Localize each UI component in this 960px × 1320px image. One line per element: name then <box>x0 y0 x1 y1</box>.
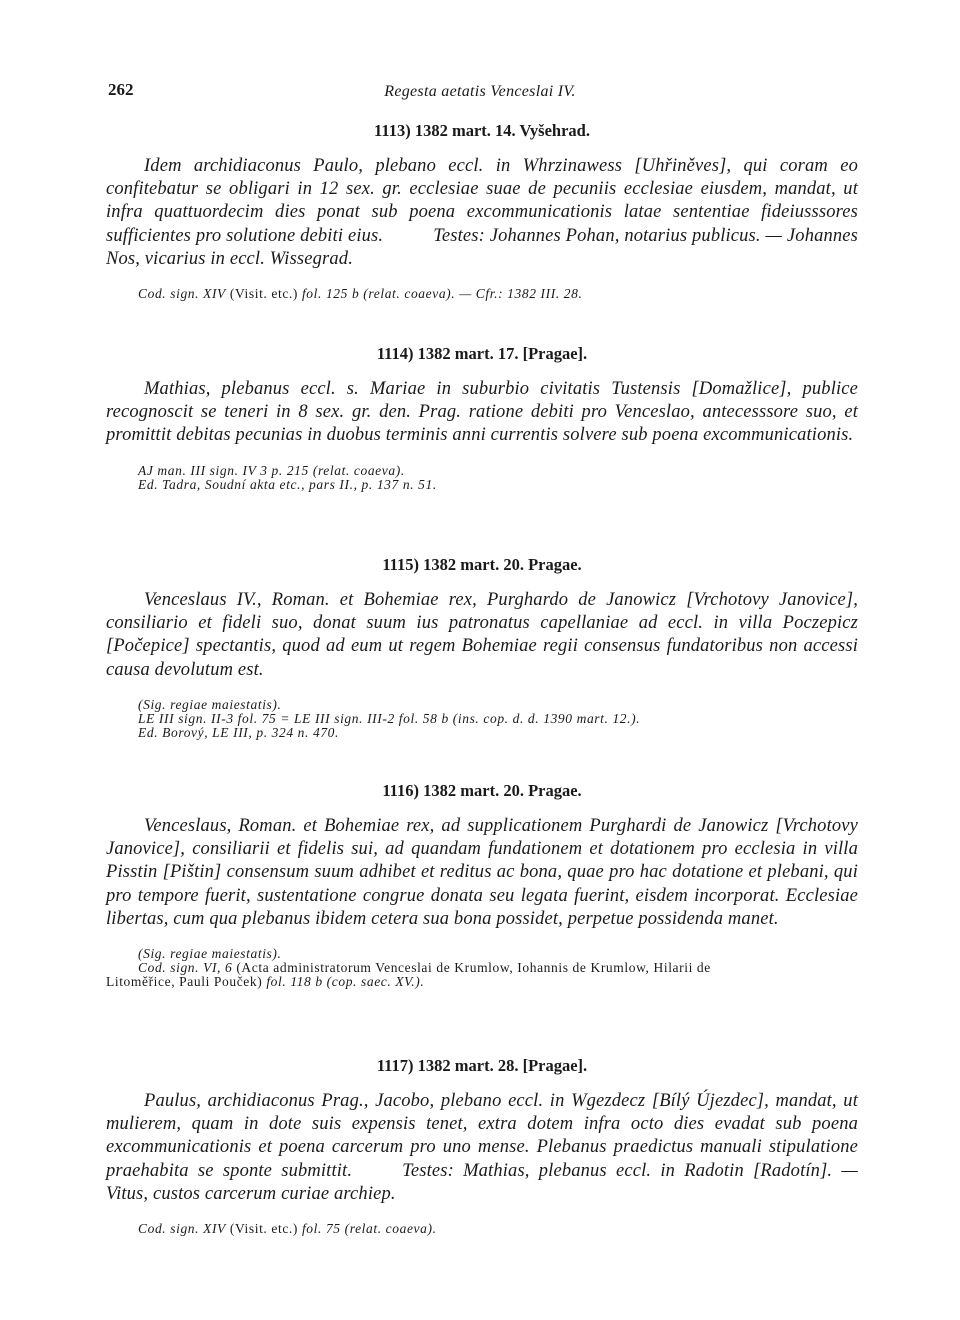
note-line: Litoměřice, Pauli Pouček) fol. 118 b (cop. saec. XV.). <box>106 974 425 990</box>
entry-witnesses: Testes: Johannes Pohan, notarius publicus. — Johannes Nos, vicarius in eccl. Wissegrad. <box>106 225 859 269</box>
entry-notes <box>106 947 858 989</box>
entry-text <box>106 1090 858 1206</box>
entry-heading <box>106 343 858 365</box>
entry-notes <box>106 1222 858 1236</box>
entry-place: Pragae. <box>528 555 582 574</box>
entry-notes <box>106 464 858 492</box>
entry-heading <box>106 120 858 142</box>
entry-number: 1115) <box>382 555 419 574</box>
entry-place: [Pragae]. <box>522 1056 588 1075</box>
note-line: Cod. sign. XIV (Visit. etc.) fol. 75 (relat. coaeva). <box>138 1221 437 1237</box>
entry-place: Pragae. <box>528 781 582 800</box>
note-line: Ed. Tadra, Soudní akta etc., pars II., p. 137 n. 51. <box>138 476 437 492</box>
note-line: LE III sign. II-3 fol. 75 = LE III sign. III-2 fol. 58 b (ins. cop. d. d. 1390 mart. 12.). <box>138 710 641 726</box>
entry-heading <box>106 554 858 576</box>
entry-text <box>106 155 858 271</box>
note-line: (Sig. regiae maiestatis). <box>138 946 282 962</box>
regest-entry-1116 <box>106 780 858 989</box>
entry-date: 1382 mart. 20. <box>423 555 524 574</box>
entry-place: [Pragae]. <box>522 344 588 363</box>
regest-entry-1113 <box>106 120 858 301</box>
entry-text: Venceslaus IV., Roman. et Bohemiae rex, Purghardo de Janowicz [Vrchotovy Janovice], consiliario et fideli suo, donat suum ius patronatus capellaniae ad eccl. in villa Poczepicz [Počepice] spectantis, quod ad eum ut regem Bohemiae regii consensus fundatoribus non accessi causa devolutum est. <box>106 590 858 680</box>
entry-notes <box>106 287 858 301</box>
entry-date: 1382 mart. 28. <box>417 1056 519 1075</box>
regest-entry-1114 <box>106 343 858 492</box>
entry-number: 1113) <box>374 121 411 140</box>
running-title: Regesta aetatis Venceslai IV. <box>384 83 576 100</box>
entry-number: 1114) <box>376 344 414 363</box>
entry-heading <box>106 780 858 802</box>
entry-number: 1116) <box>382 781 419 800</box>
note-line: Cod. sign. VI, 6 (Acta administratorum Venceslai de Krumlow, Iohannis de Krumlow, Hilarii de <box>138 960 711 976</box>
note-line: Ed. Borový, LE III, p. 324 n. 470. <box>138 724 339 740</box>
entry-notes <box>106 698 858 740</box>
regest-entry-1115 <box>106 554 858 740</box>
entry-heading <box>106 1055 858 1077</box>
entry-text: Venceslaus, Roman. et Bohemiae rex, ad supplicationem Purghardi de Janowicz [Vrchotovy Janovice], consiliarii et fidelis sui, ad quandam fundationem et dotationem pro ecclesia in villa Pisstin [Pištin] consensum suum adhibet et reditus ac bona, quae pro hac dotatione et plebani, qui pro tempore fuerit, sustentatione congrue donata seu legata fuerint, eisdem incorporat. Ecclesiae libertas, cum qua plebanus ibidem cetera sua bona possidet, perpetue possidenda manet. <box>106 816 858 929</box>
entry-text-main: Paulus, archidiaconus Prag., Jacobo, plebano eccl. in Wgezdecz [Bílý Újezdec], mandat, ut mulierem, quam in dote suis expensis tenet, extra dotem infra octo dies evadat sub poena excommunicationis et poena carcerum pro uno mense. Plebanus praedictus manuali stipulatione praehabita se sponte submittit. <box>106 1091 858 1181</box>
entry-number: 1117) <box>376 1056 414 1075</box>
page-number: 262 <box>108 80 134 99</box>
entry-witnesses: Testes: Mathias, plebanus eccl. in Radotin [Radotín]. — Vitus, custos carcerum curiae archiep. <box>106 1160 859 1204</box>
note-line: (Sig. regiae maiestatis). <box>138 696 282 712</box>
entry-text-main: Idem archidiaconus Paulo, plebano eccl. in Whrzinawess [Uhřiněves], qui coram eo confitebatur se obligari in 12 sex. gr. ecclesiae suae de pecuniis ecclesiae eiusdem, mandat, ut infra quattuordecim dies ponat sub poena excommunicationis latae sententiae fideiusssores sufficientes pro solutione debiti eius. <box>106 156 858 246</box>
entry-date: 1382 mart. 20. <box>423 781 524 800</box>
regest-entry-1117 <box>106 1055 858 1236</box>
entry-date: 1382 mart. 14. <box>414 121 516 140</box>
note-line: AJ man. III sign. IV 3 p. 215 (relat. coaeva). <box>138 462 405 478</box>
entry-date: 1382 mart. 17. <box>417 344 519 363</box>
entry-place: Vyšehrad. <box>519 121 590 140</box>
note-line: Cod. sign. XIV (Visit. etc.) fol. 125 b (relat. coaeva). — Cfr.: 1382 III. 28. <box>138 286 583 302</box>
entry-text: Mathias, plebanus eccl. s. Mariae in suburbio civitatis Tustensis [Domažlice], publice recognoscit se teneri in 8 sex. gr. den. Prag. ratione debiti pro Venceslao, antecesssore suo, et promittit debitas pecunias in duobus terminis anni currentis solvere sub poena excommunicationis. <box>106 379 858 446</box>
